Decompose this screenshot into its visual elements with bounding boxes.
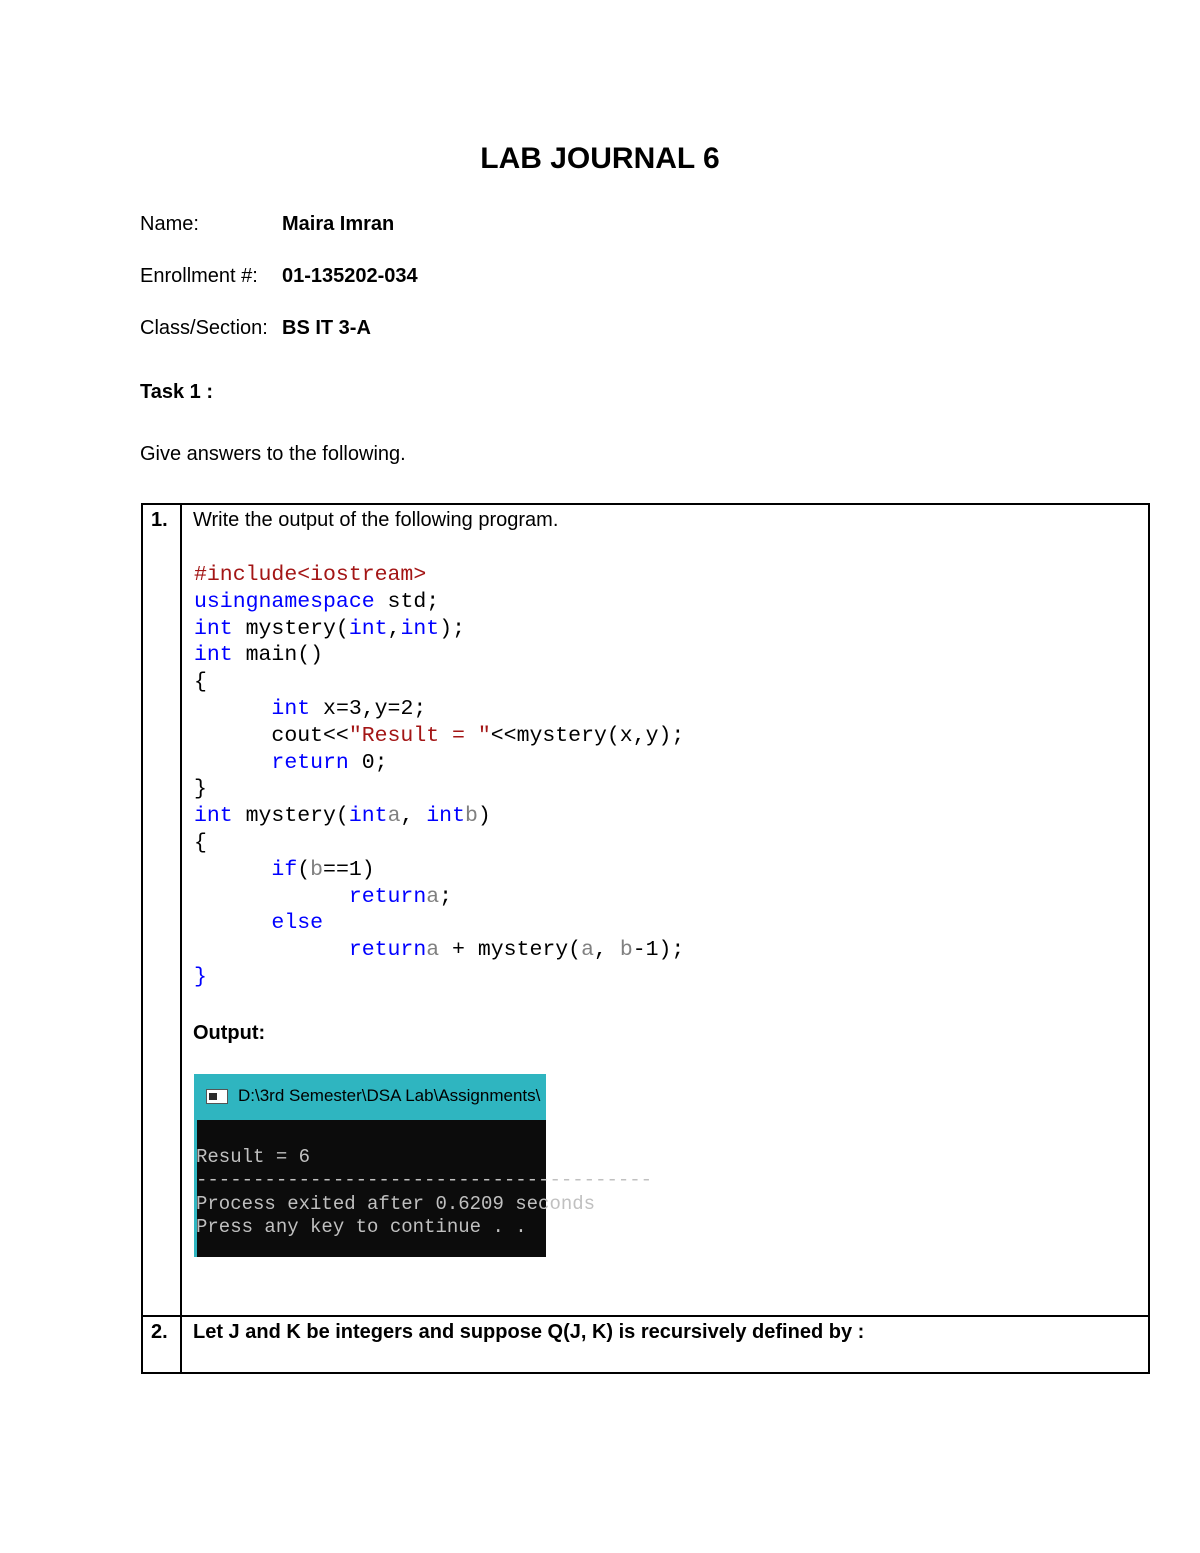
class-section-value: BS IT 3-A	[282, 317, 371, 339]
code-line: returna + mystery(a, b-1);	[348, 938, 685, 963]
code-line: #include<iostream>	[194, 563, 427, 587]
code-line: }	[194, 964, 207, 989]
code-line: int mystery(int,int);	[194, 616, 465, 641]
class-section-label: Class/Section:	[140, 317, 268, 339]
console-line: ----------------------------------------	[196, 1169, 653, 1191]
code-line: return 0;	[271, 750, 388, 775]
task-heading: Task 1 :	[140, 381, 213, 403]
name-label: Name:	[140, 213, 199, 235]
enrollment-value: 01-135202-034	[282, 265, 418, 287]
code-line: int mystery(inta, intb)	[194, 804, 491, 829]
code-line: usingnamespace std;	[194, 589, 440, 614]
console-window	[194, 1074, 653, 1257]
code-listing	[194, 562, 684, 991]
code-line: {	[194, 830, 207, 855]
question-prompt: Let J and K be integers and suppose Q(J, K) is recursively defined by :	[193, 1321, 865, 1343]
row-divider	[143, 1315, 1148, 1317]
enrollment-label: Enrollment #:	[140, 265, 258, 287]
console-title: D:\3rd Semester\DSA Lab\Assignments\	[238, 1086, 541, 1105]
console-line: Result = 6	[196, 1145, 311, 1168]
console-line: Press any key to continue . .	[196, 1216, 527, 1238]
page-title: LAB JOURNAL 6	[480, 142, 720, 175]
code-line: returna;	[348, 884, 453, 909]
question-prompt: Write the output of the following program.	[193, 509, 559, 531]
question-number: 2.	[151, 1321, 168, 1343]
console-titlebar	[194, 1074, 546, 1120]
code-line: int main()	[194, 643, 324, 668]
question-number: 1.	[151, 509, 168, 531]
code-line: cout<<"Result = "<<mystery(x,y);	[194, 723, 685, 748]
console-window-icon	[206, 1089, 228, 1104]
console-line: Process exited after 0.6209 seconds	[196, 1192, 596, 1215]
code-line: int x=3,y=2;	[271, 696, 427, 721]
questions-table	[141, 503, 1150, 1374]
output-label: Output:	[193, 1022, 266, 1044]
code-line: else	[271, 911, 324, 936]
column-divider	[180, 505, 182, 1372]
console-output	[196, 1122, 652, 1240]
code-line: if(b==1)	[271, 857, 375, 882]
instruction-text: Give answers to the following.	[140, 443, 406, 465]
name-value: Maira Imran	[282, 213, 395, 235]
code-line: {	[194, 670, 207, 695]
code-line: }	[194, 777, 207, 802]
